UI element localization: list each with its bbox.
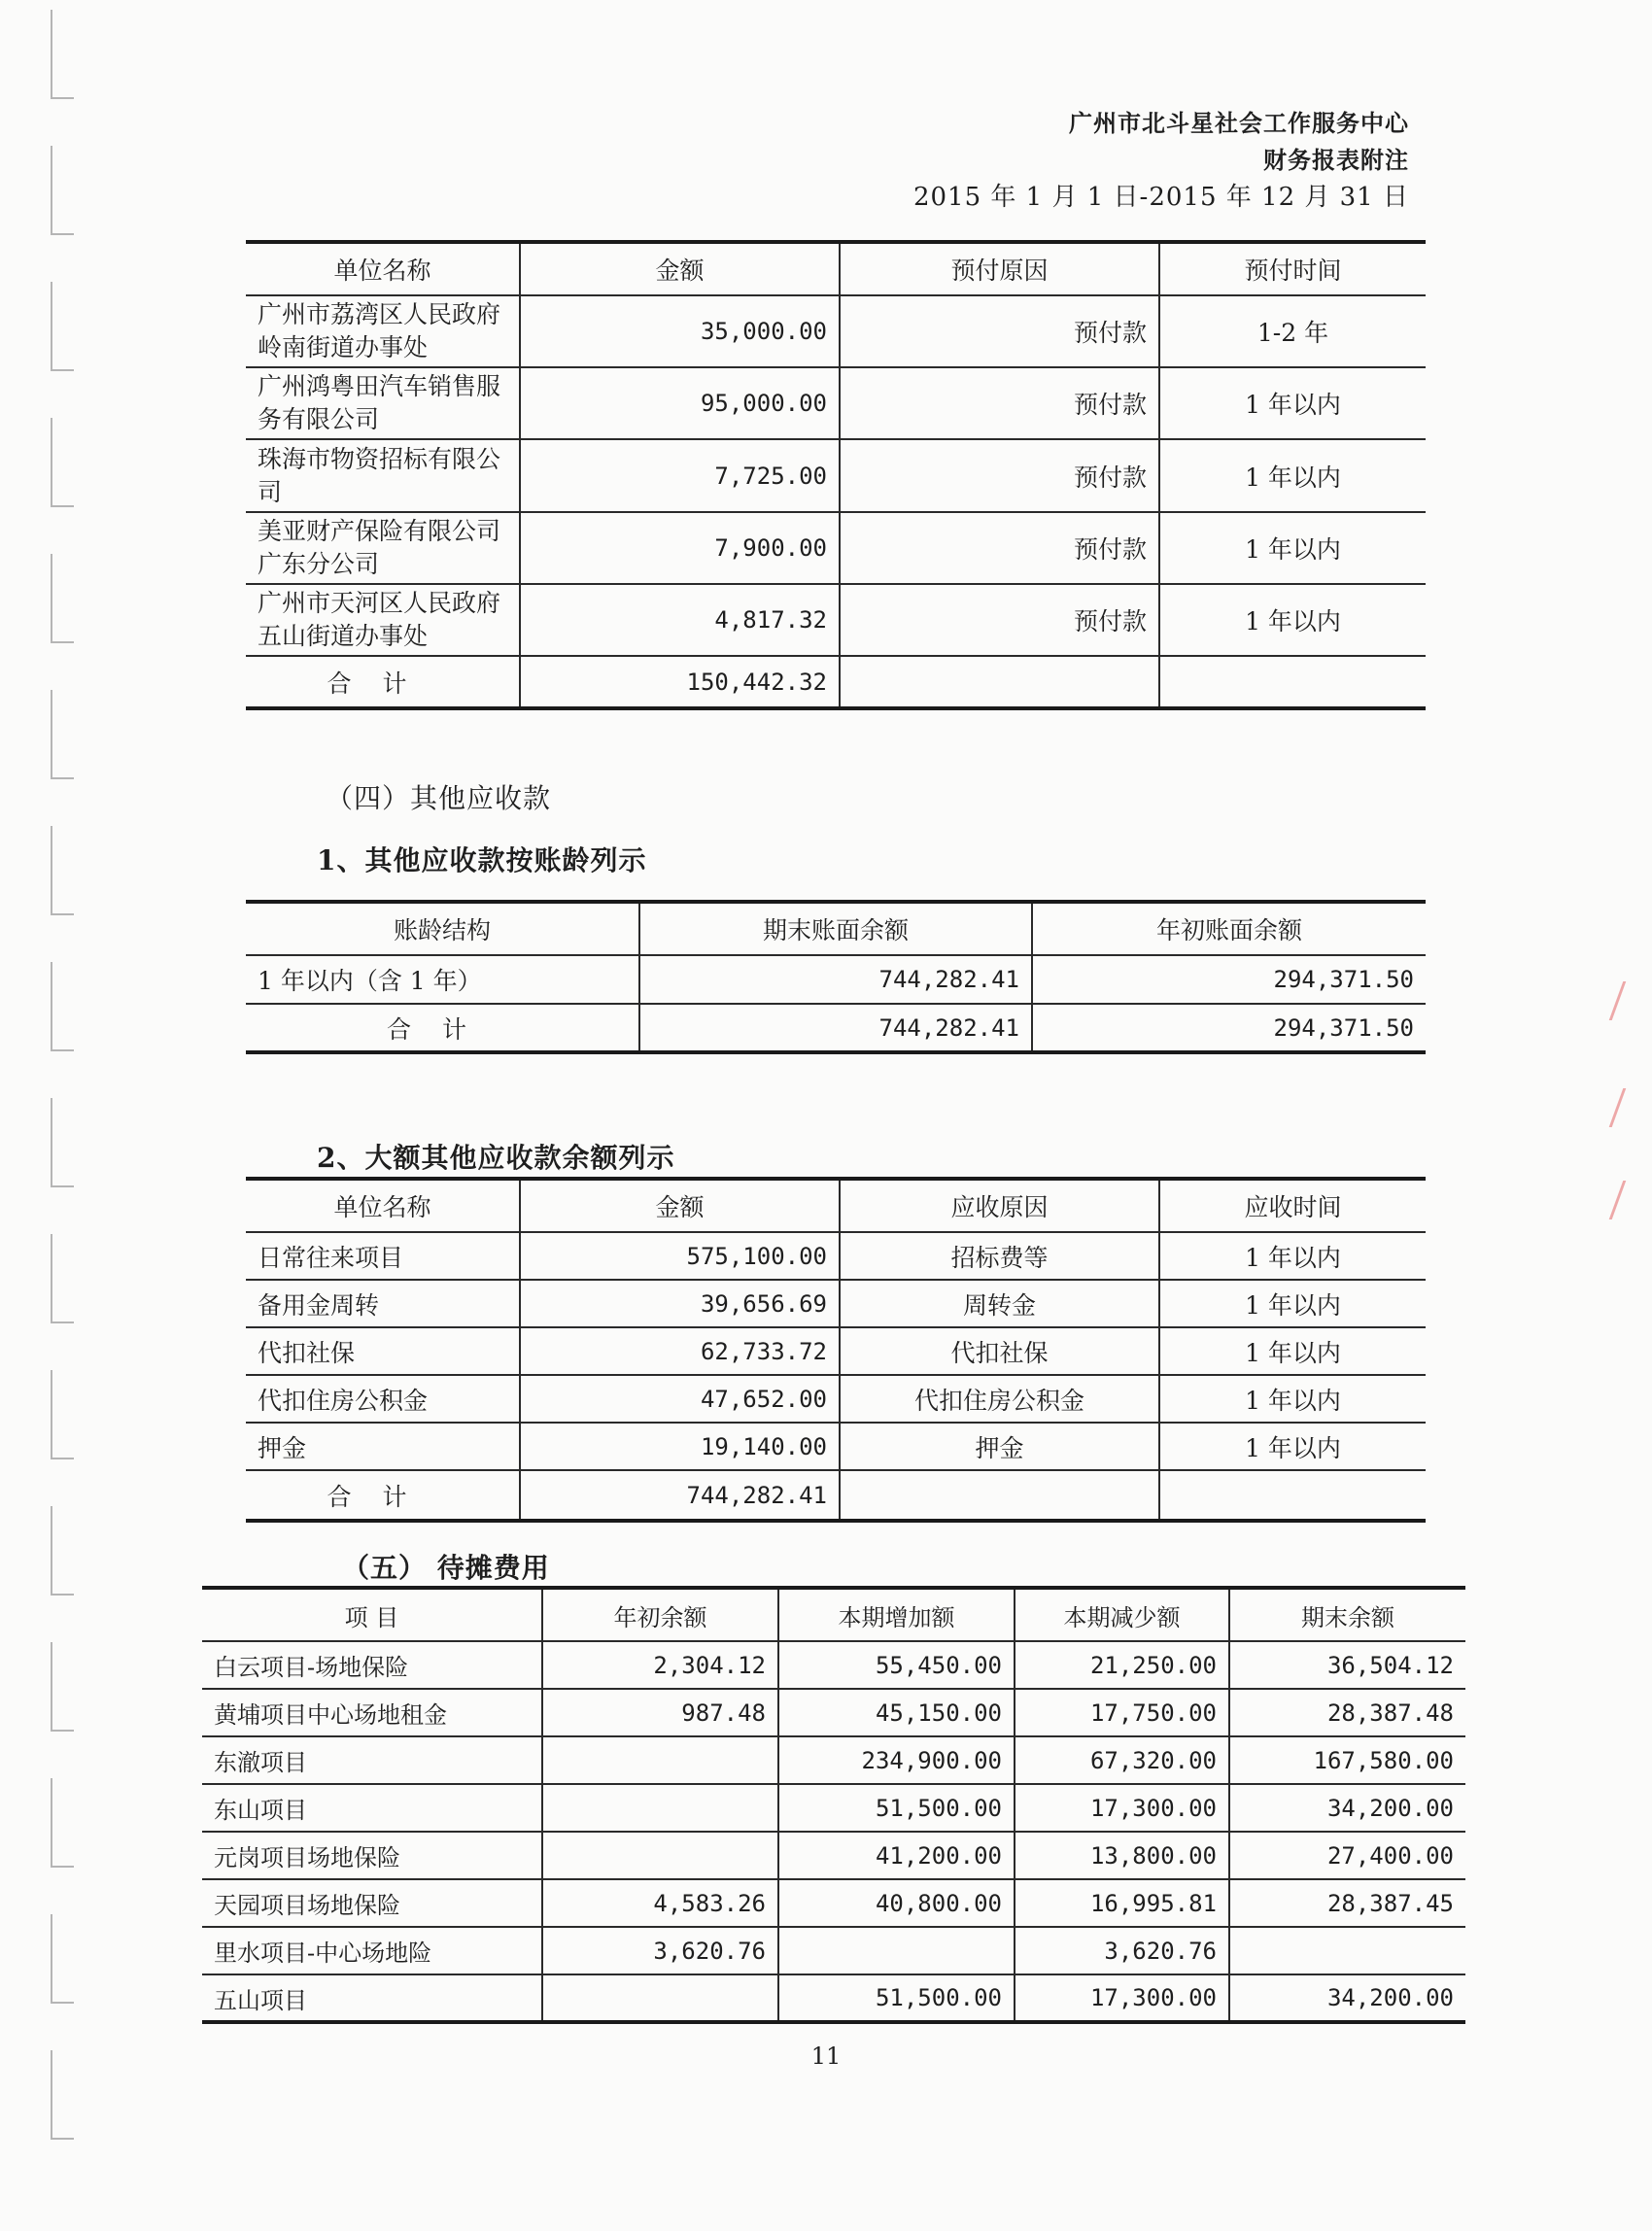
period: 1 年以内 — [1159, 1375, 1426, 1423]
period: 1 年以内 — [1159, 367, 1426, 439]
section-title-other-receivables: （四）其他应收款 — [326, 782, 552, 814]
column-header: 预付原因 — [840, 242, 1159, 295]
table-row — [202, 1641, 1465, 1689]
increase: 45,150.00 — [778, 1689, 1015, 1736]
reason: 代扣住房公积金 — [840, 1375, 1159, 1423]
decrease: 67,320.00 — [1015, 1736, 1229, 1784]
period: 1 年以内 — [1159, 1280, 1426, 1327]
amount: 19,140.00 — [520, 1423, 840, 1470]
period: 1-2 年 — [1159, 295, 1426, 367]
deferred-expenses-table — [202, 1586, 1465, 2024]
reason: 押金 — [840, 1423, 1159, 1470]
item-name: 元岗项目场地保险 — [202, 1832, 542, 1879]
decrease: 13,800.00 — [1015, 1832, 1229, 1879]
table-row — [246, 1327, 1426, 1375]
table-row — [202, 1736, 1465, 1784]
binding-mark — [51, 282, 74, 371]
unit-name: 押金 — [246, 1423, 520, 1470]
item-name: 东澈项目 — [202, 1736, 542, 1784]
increase: 41,200.00 — [778, 1832, 1015, 1879]
end-balance: 744,282.41 — [639, 955, 1032, 1004]
table-row — [246, 1375, 1426, 1423]
begin-balance — [542, 1784, 778, 1832]
amount: 39,656.69 — [520, 1280, 840, 1327]
column-header: 本期增加额 — [778, 1588, 1015, 1641]
period: 1 年以内 — [1159, 439, 1426, 512]
column-header: 单位名称 — [246, 242, 520, 295]
begin-balance: 3,620.76 — [542, 1927, 778, 1974]
item-name: 天园项目场地保险 — [202, 1879, 542, 1927]
reason: 招标费等 — [840, 1232, 1159, 1280]
table-row — [246, 584, 1426, 656]
table-row — [202, 1927, 1465, 1974]
reason: 预付款 — [840, 439, 1159, 512]
total-label: 合计 — [246, 1004, 639, 1052]
begin-balance — [542, 1736, 778, 1784]
column-header: 年初账面余额 — [1032, 902, 1426, 955]
unit-name: 广州市天河区人民政府五山街道办事处 — [246, 584, 520, 656]
total-label: 合计 — [246, 1470, 520, 1521]
binding-mark — [51, 1234, 74, 1323]
reason: 周转金 — [840, 1280, 1159, 1327]
amount: 62,733.72 — [520, 1327, 840, 1375]
increase — [778, 1927, 1015, 1974]
decrease: 16,995.81 — [1015, 1879, 1229, 1927]
binding-mark — [51, 1914, 74, 2004]
table-row — [246, 1232, 1426, 1280]
report-period: 2015 年 1 月 1 日-2015 年 12 月 31 日 — [912, 183, 1409, 212]
total-end-balance: 744,282.41 — [639, 1004, 1032, 1052]
large-receivables-table — [246, 1177, 1426, 1523]
seal-edge-mark — [1609, 981, 1646, 1020]
binding-mark — [51, 1098, 74, 1187]
item-name: 东山项目 — [202, 1784, 542, 1832]
end-balance: 28,387.48 — [1229, 1689, 1465, 1736]
item-name: 白云项目-场地保险 — [202, 1641, 542, 1689]
table-row — [246, 512, 1426, 584]
amount: 95,000.00 — [520, 367, 840, 439]
decrease: 3,620.76 — [1015, 1927, 1229, 1974]
table-row — [246, 1423, 1426, 1470]
binding-mark — [51, 1370, 74, 1459]
column-header: 金额 — [520, 1179, 840, 1232]
amount: 7,900.00 — [520, 512, 840, 584]
begin-balance — [542, 1832, 778, 1879]
total-row — [246, 1470, 1426, 1521]
increase: 51,500.00 — [778, 1974, 1015, 2022]
reason: 预付款 — [840, 512, 1159, 584]
item-name: 黄埔项目中心场地租金 — [202, 1689, 542, 1736]
unit-name: 备用金周转 — [246, 1280, 520, 1327]
end-balance: 28,387.45 — [1229, 1879, 1465, 1927]
total-amount: 744,282.41 — [520, 1470, 840, 1521]
reason: 预付款 — [840, 584, 1159, 656]
decrease: 21,250.00 — [1015, 1641, 1229, 1689]
table-row — [202, 1832, 1465, 1879]
end-balance: 36,504.12 — [1229, 1641, 1465, 1689]
binding-mark — [51, 10, 74, 99]
begin-balance: 4,583.26 — [542, 1879, 778, 1927]
begin-balance: 294,371.50 — [1032, 955, 1426, 1004]
binding-mark — [51, 554, 74, 643]
binding-mark — [51, 826, 74, 915]
item-name: 里水项目-中心场地险 — [202, 1927, 542, 1974]
binding-mark — [51, 1778, 74, 1868]
table-row — [246, 1280, 1426, 1327]
binding-mark — [51, 690, 74, 779]
unit-name: 珠海市物资招标有限公司 — [246, 439, 520, 512]
binding-mark — [51, 1506, 74, 1596]
column-header: 本期减少额 — [1015, 1588, 1229, 1641]
begin-balance: 987.48 — [542, 1689, 778, 1736]
column-header: 年初余额 — [542, 1588, 778, 1641]
reason: 代扣社保 — [840, 1327, 1159, 1375]
column-header: 预付时间 — [1159, 242, 1426, 295]
increase: 51,500.00 — [778, 1784, 1015, 1832]
period: 1 年以内 — [1159, 1327, 1426, 1375]
unit-name: 代扣住房公积金 — [246, 1375, 520, 1423]
begin-balance — [542, 1974, 778, 2022]
amount: 575,100.00 — [520, 1232, 840, 1280]
reason: 预付款 — [840, 367, 1159, 439]
table-row — [246, 367, 1426, 439]
page-header — [913, 105, 1409, 216]
aging-table — [246, 900, 1426, 1054]
binding-mark — [51, 418, 74, 507]
period: 1 年以内 — [1159, 1232, 1426, 1280]
amount: 35,000.00 — [520, 295, 840, 367]
total-begin-balance: 294,371.50 — [1032, 1004, 1426, 1052]
column-header: 应收时间 — [1159, 1179, 1426, 1232]
table-row — [202, 1689, 1465, 1736]
reason: 预付款 — [840, 295, 1159, 367]
binding-mark — [51, 1642, 74, 1732]
item-name: 五山项目 — [202, 1974, 542, 2022]
page-number: 11 — [810, 2042, 842, 2070]
period: 1 年以内 — [1159, 1423, 1426, 1470]
table-row — [246, 439, 1426, 512]
column-header: 账龄结构 — [246, 902, 639, 955]
unit-name: 代扣社保 — [246, 1327, 520, 1375]
amount: 7,725.00 — [520, 439, 840, 512]
unit-name: 广州市荔湾区人民政府岭南街道办事处 — [246, 295, 520, 367]
period: 1 年以内 — [1159, 584, 1426, 656]
binding-mark — [51, 146, 74, 235]
amount: 4,817.32 — [520, 584, 840, 656]
decrease: 17,750.00 — [1015, 1689, 1229, 1736]
total-row — [246, 1004, 1426, 1052]
table-row — [202, 1974, 1465, 2022]
section-title-deferred: （五） 待摊费用 — [342, 1552, 550, 1584]
decrease: 17,300.00 — [1015, 1974, 1229, 2022]
total-label: 合计 — [246, 656, 520, 708]
end-balance — [1229, 1927, 1465, 1974]
column-header: 项 目 — [202, 1588, 542, 1641]
aging-label: 1 年以内（含 1 年） — [246, 955, 639, 1004]
table-row — [246, 955, 1426, 1004]
table-row — [202, 1784, 1465, 1832]
binding-margin — [0, 0, 87, 2231]
column-header: 期末账面余额 — [639, 902, 1032, 955]
unit-name: 日常往来项目 — [246, 1232, 520, 1280]
decrease: 17,300.00 — [1015, 1784, 1229, 1832]
period: 1 年以内 — [1159, 512, 1426, 584]
seal-edge-mark — [1609, 1181, 1646, 1219]
end-balance: 34,200.00 — [1229, 1974, 1465, 2022]
document-title: 财务报表附注 — [1263, 146, 1409, 174]
end-balance: 167,580.00 — [1229, 1736, 1465, 1784]
table-row — [246, 295, 1426, 367]
unit-name: 美亚财产保险有限公司广东分公司 — [246, 512, 520, 584]
increase: 55,450.00 — [778, 1641, 1015, 1689]
subsection-title-aging: 1、其他应收款按账龄列示 — [317, 844, 647, 876]
column-header: 金额 — [520, 242, 840, 295]
seal-edge-mark — [1609, 1088, 1646, 1127]
column-header: 单位名称 — [246, 1179, 520, 1232]
column-header: 应收原因 — [840, 1179, 1159, 1232]
unit-name: 广州鸿粤田汽车销售服务有限公司 — [246, 367, 520, 439]
prepayment-table — [246, 240, 1426, 710]
increase: 234,900.00 — [778, 1736, 1015, 1784]
column-header: 期末余额 — [1229, 1588, 1465, 1641]
begin-balance: 2,304.12 — [542, 1641, 778, 1689]
total-row — [246, 656, 1426, 708]
increase: 40,800.00 — [778, 1879, 1015, 1927]
total-amount: 150,442.32 — [520, 656, 840, 708]
end-balance: 34,200.00 — [1229, 1784, 1465, 1832]
table-row — [202, 1879, 1465, 1927]
organization-name: 广州市北斗星社会工作服务中心 — [1069, 109, 1409, 137]
subsection-title-large: 2、大额其他应收款余额列示 — [317, 1142, 675, 1174]
binding-mark — [51, 962, 74, 1051]
end-balance: 27,400.00 — [1229, 1832, 1465, 1879]
amount: 47,652.00 — [520, 1375, 840, 1423]
